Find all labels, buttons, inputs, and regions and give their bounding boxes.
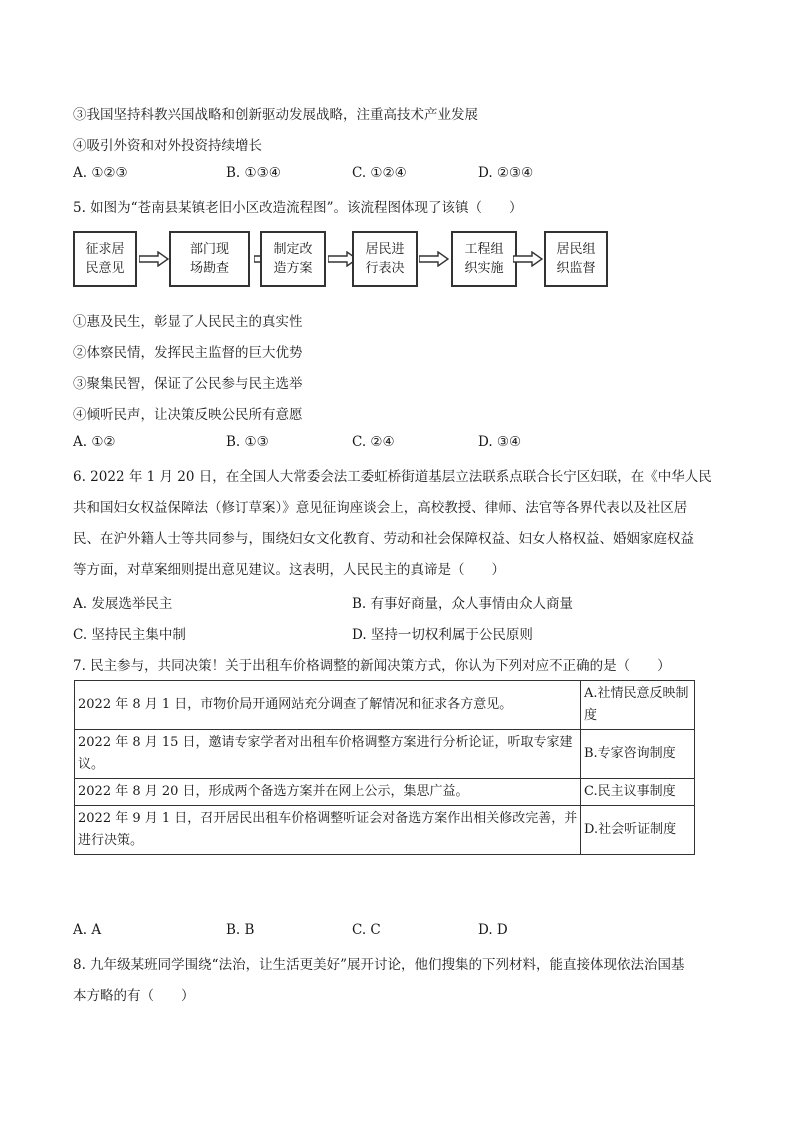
q4-option-b[interactable]: B. ①③④ xyxy=(226,165,281,181)
q8-stem-line-1: 8. 九年级某班同学围绕“法治，让生活更美好”展开讨论，他们搜集的下列材料，能直接体现依法治国基 xyxy=(73,957,685,973)
q4-options xyxy=(73,165,713,185)
q6-options-row-1 xyxy=(73,592,713,612)
arrow-icon xyxy=(419,251,449,267)
table-cell-event: 2022 年 8 月 15 日，邀请专家学者对出租车价格调整方案进行分析论证，听取专家建议。 xyxy=(75,730,581,779)
q4-option-c[interactable]: C. ①②④ xyxy=(352,165,407,181)
table-row xyxy=(75,730,695,779)
q5-stem: 5. 如图为“苍南县某镇老旧小区改造流程图”。该流程图体现了该镇（ ） xyxy=(73,200,523,216)
flow-step-5: 工程组 织实施 xyxy=(451,231,517,287)
flow-step-6: 居民组 织监督 xyxy=(544,231,608,287)
table-row xyxy=(75,779,695,806)
q6-option-d[interactable]: D. 坚持一切权利属于公民原则 xyxy=(352,627,533,643)
q6-stem-line-1: 6. 2022 年 1 月 20 日，在全国人大常委会法工委虹桥街道基层立法联系点联合长宁区妇联，在《中华人民 xyxy=(73,469,712,485)
flow-step-2: 部门现 场勘查 xyxy=(169,231,250,287)
q5-statement-2: ②体察民情，发挥民主监督的巨大优势 xyxy=(73,345,303,361)
q5-statement-1: ①惠及民生，彰显了人民民主的真实性 xyxy=(73,314,303,330)
q4-statement-3: ③我国坚持科教兴国战略和创新驱动发展战略，注重高技术产业发展 xyxy=(73,107,478,123)
q6-options-row-2 xyxy=(73,623,713,643)
q5-option-b[interactable]: B. ①③ xyxy=(226,434,269,450)
q6-option-c[interactable]: C. 坚持民主集中制 xyxy=(73,627,186,643)
table-row xyxy=(75,681,695,730)
flow-step-1: 征求居 民意见 xyxy=(73,231,137,287)
table-cell-event: 2022 年 9 月 1 日，召开居民出租车价格调整听证会对备选方案作出相关修改完善，并进行决策。 xyxy=(75,806,581,855)
table-cell-system: B.专家咨询制度 xyxy=(581,730,695,779)
q5-option-d[interactable]: D. ③④ xyxy=(478,434,522,450)
q5-statement-3: ③聚集民智，保证了公民参与民主选举 xyxy=(73,376,303,392)
q5-options xyxy=(73,434,713,454)
q7-option-d[interactable]: D. D xyxy=(478,922,508,938)
q8-stem-line-2: 本方略的有（ ） xyxy=(73,988,195,1004)
arrow-icon xyxy=(139,251,169,267)
q7-options xyxy=(73,922,713,942)
q5-statement-4: ④倾听民声，让决策反映公民所有意愿 xyxy=(73,407,303,423)
q7-stem: 7. 民主参与，共同决策！关于出租车价格调整的新闻决策方式，你认为下列对应不正确的是（ ） xyxy=(73,658,671,674)
flow-step-4: 居民进 行表决 xyxy=(352,231,418,287)
table-cell-event: 2022 年 8 月 1 日，市物价局开通网站充分调查了解情况和征求各方意见。 xyxy=(75,681,581,730)
flow-step-3: 制定改 造方案 xyxy=(260,231,326,287)
q4-statement-4: ④吸引外资和对外投资持续增长 xyxy=(73,138,262,154)
q7-option-c[interactable]: C. C xyxy=(352,922,381,938)
q4-option-a[interactable]: A. ①②③ xyxy=(73,165,128,181)
table-cell-event: 2022 年 8 月 20 日，形成两个备选方案并在网上公示，集思广益。 xyxy=(75,779,581,806)
q5-option-c[interactable]: C. ②④ xyxy=(352,434,395,450)
table-cell-system: A.社情民意反映制度 xyxy=(581,681,695,730)
taxi-price-decision-table xyxy=(74,680,695,855)
table-cell-system: D.社会听证制度 xyxy=(581,806,695,855)
renovation-flowchart xyxy=(73,229,613,295)
q6-stem-line-2: 共和国妇女权益保障法（修订草案）》意见征询座谈会上，高校教授、律师、法官等各界代表以及社区居 xyxy=(73,500,688,516)
q6-option-b[interactable]: B. 有事好商量，众人事情由众人商量 xyxy=(352,596,574,612)
table-cell-system: C.民主议事制度 xyxy=(581,779,695,806)
q7-option-a[interactable]: A. A xyxy=(73,922,102,938)
q6-option-a[interactable]: A. 发展选举民主 xyxy=(73,596,173,612)
q7-option-b[interactable]: B. B xyxy=(226,922,255,938)
arrow-icon xyxy=(513,251,543,267)
q6-stem-line-4: 等方面，对草案细则提出意见建议。这表明，人民民主的真谛是（ ） xyxy=(73,562,505,578)
table-row xyxy=(75,806,695,855)
q4-option-d[interactable]: D. ②③④ xyxy=(478,165,534,181)
q5-option-a[interactable]: A. ①② xyxy=(73,434,116,450)
q6-stem-line-3: 民、在沪外籍人士等共同参与，围绕妇女文化教育、劳动和社会保障权益、妇女人格权益、婚姻家庭权益 xyxy=(73,531,694,547)
